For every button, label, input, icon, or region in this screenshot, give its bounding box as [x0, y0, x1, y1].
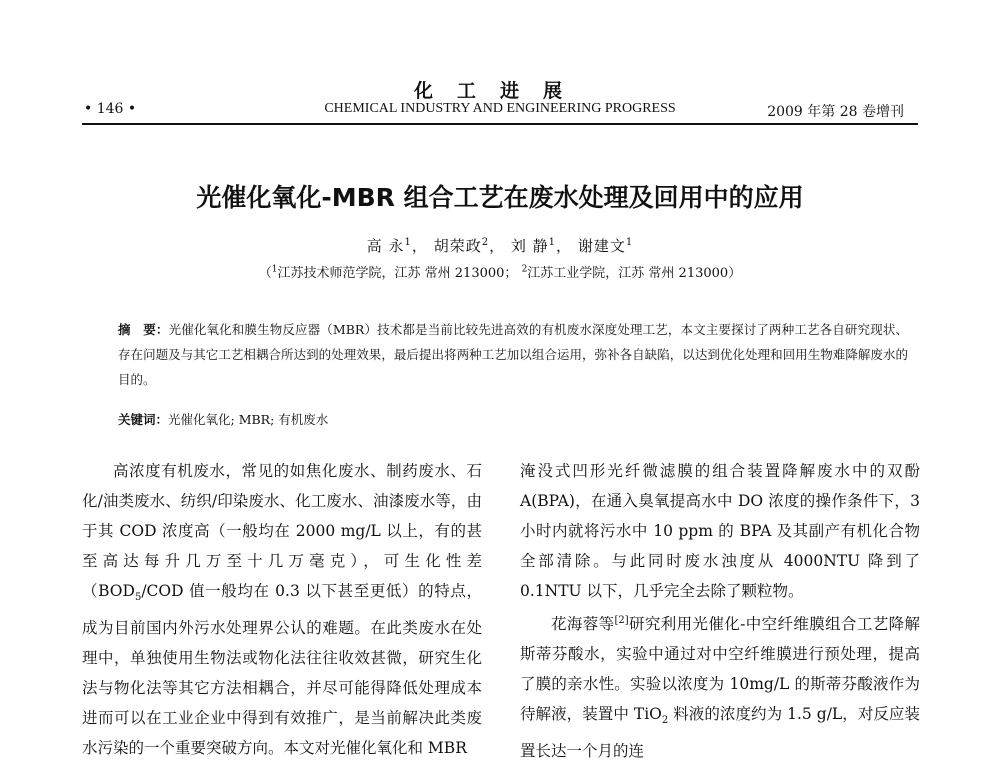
paragraph-text: 研究利用光催化-中空纤维膜组合工艺降解斯蒂芬酸水，实验中通过对中空纤维膜进行预处理，提高了膜的亲水性。实验以浓度为 10mg/L 的斯蒂芬酸液作为待解液，装置中 TiO [520, 615, 920, 724]
page-number: • 146 • [84, 101, 137, 117]
paragraph-text: 花海蓉等 [551, 615, 615, 634]
journal-title-en: CHEMICAL INDUSTRY AND ENGINEERING PROGRESS [324, 101, 676, 116]
author-affil-mark: 2 [481, 237, 490, 248]
paragraph-text: /COD 值一般均在 0.3 以下甚至更低）的特点，成为目前国内外污水处理界公认的难题。在此类废水在处理中，单独使用生物法或物化法往往收效甚微，研究生化法与物化法等其它方法相耦合，并尽可能得降低处理成本进而可以在工业企业中得到有效推广，是当前解决此类废水污染的一个重要突破方向。本文对光催化氧化和 MBR [82, 582, 482, 758]
paragraph-text: 料液的浓度约为 1.5 g/L，对反应装置长达一个月的连 [520, 705, 920, 761]
keywords-text: 光催化氧化; MBR; 有机废水 [168, 412, 329, 427]
paragraph [82, 456, 482, 763]
body-column-left [82, 456, 482, 763]
author-list [0, 235, 1000, 256]
affil-num: 2 [521, 264, 528, 275]
subscript: 2 [661, 715, 669, 727]
issue-info: 2009 年第 28 卷增刊 [767, 104, 904, 120]
affiliations [0, 262, 1000, 281]
abstract-text: 光催化氧化和膜生物反应器（MBR）技术都是当前比较先进高效的有机废水深度处理工艺，本文主要探讨了两种工艺各自研究现状、存在问题及与其它工艺相耦合所达到的处理效果，最后提出将两种工艺加以组合运用，弥补各自缺陷，以达到优化处理和回用生物难降解废水的目的。 [118, 322, 908, 387]
affil-text: 江苏技术师范学院，江苏 常州 213000； [277, 266, 518, 281]
affil-text: 江苏工业学院，江苏 常州 213000 [527, 266, 729, 281]
keywords [118, 410, 908, 428]
author-affil-mark: 1 [548, 237, 557, 248]
author-name: 高 永 [366, 237, 405, 255]
author-separator: ， [556, 237, 573, 255]
subscript: 5 [134, 592, 142, 604]
affil-num: 1 [271, 264, 278, 275]
abstract-label: 摘 要： [118, 322, 169, 337]
body-column-right [520, 456, 920, 766]
paragraph-text: 高浓度有机废水，常见的如焦化废水、制药废水、石化/油类废水、纺织/印染废水、化工废水、油漆废水等，由于其 COD 浓度高（一般均在 2000 mg/L 以上，有的甚至高达每升几万至十几万毫克），可生化性差（BOD [82, 462, 482, 600]
author-separator: ， [411, 237, 428, 255]
citation-ref: [2] [614, 615, 629, 626]
keywords-label: 关键词： [118, 412, 169, 427]
author-name: 刘 静 [510, 237, 549, 255]
article-title: 光催化氧化-MBR 组合工艺在废水处理及回用中的应用 [196, 183, 804, 212]
paragraph [520, 606, 920, 766]
affil-open: （ [258, 266, 272, 281]
header-rule [82, 123, 918, 125]
paragraph: 淹没式凹形光纤微滤膜的组合装置降解废水中的双酚 A(BPA)，在通入臭氧提高水中 DO 浓度的操作条件下，3 小时内就将污水中 10 ppm 的 BPA 及其副产有机化合物全部清除。与此同时废水浊度从 4000NTU 降到了 0.1NTU 以下，几乎完全去除了颗粒物。 [520, 462, 920, 600]
author-affil-mark: 1 [404, 237, 412, 248]
abstract [118, 317, 908, 392]
author-name: 谢建文 [577, 237, 626, 255]
journal-title-cn: 化工进展 [413, 80, 586, 102]
affil-close: ） [728, 266, 742, 281]
author-affil-mark: 1 [625, 237, 634, 248]
author-name: 胡荣政 [433, 237, 482, 255]
author-separator: ， [489, 237, 506, 255]
